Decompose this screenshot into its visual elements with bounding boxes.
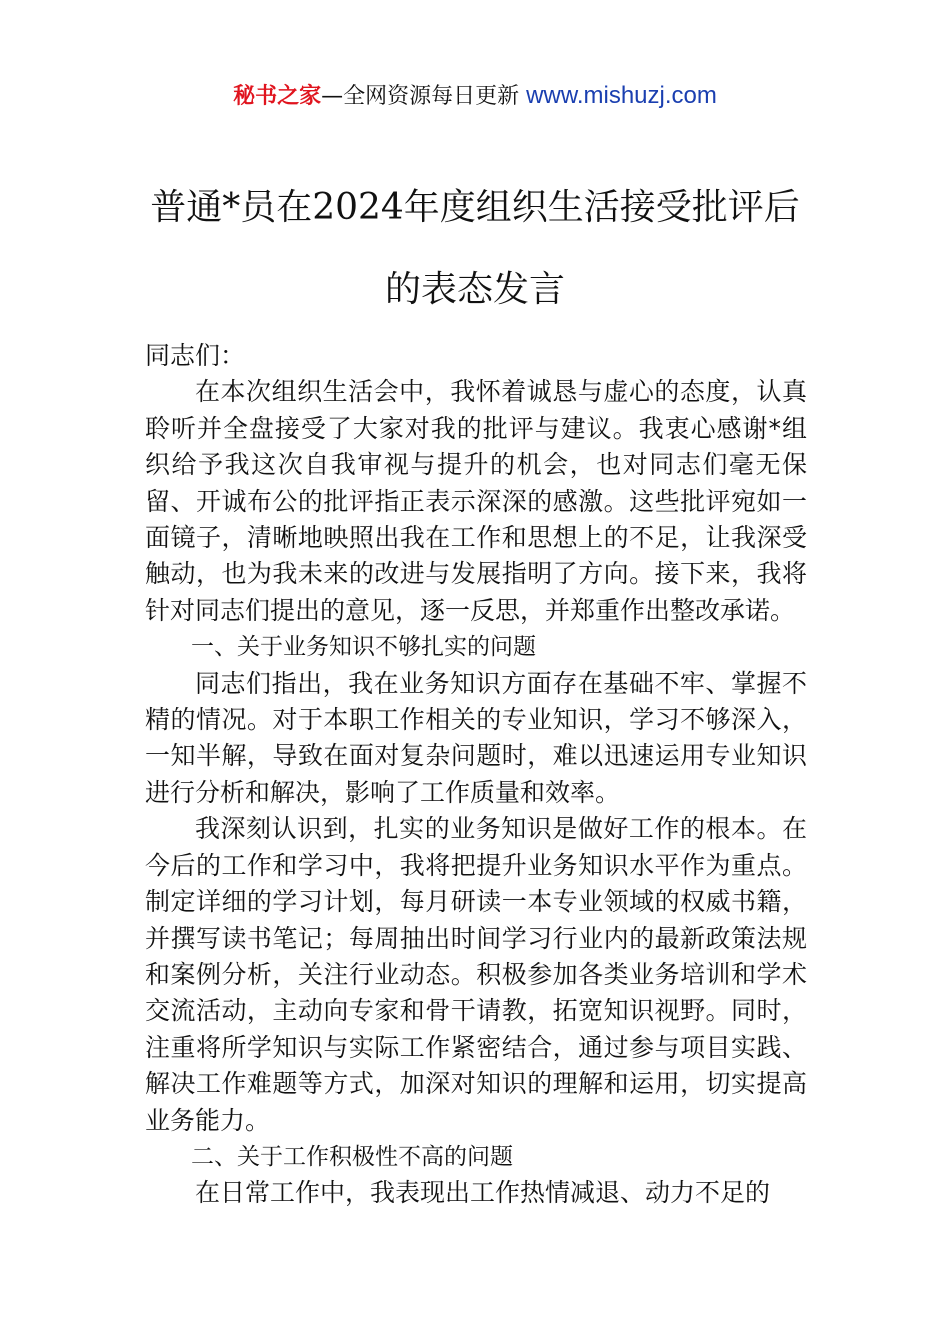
title-line-1: 普通*员在2024年度组织生活接受批评后 <box>150 187 800 229</box>
page-header <box>0 80 950 113</box>
body-paragraph: 我深刻认识到，扎实的业务知识是做好工作的根本。在今后的工作和学习中，我将把提升业务知识水平作为重点。制定详细的学习计划，每月研读一本专业领域的权威书籍，并撰写读书笔记；每周抽出时间学习行业内的最新政策法规和案例分析，关注行业动态。积极参加各类业务培训和学术交流活动，主动向专家和骨干请教，拓宽知识视野。同时，注重将所学知识与实际工作紧密结合，通过参与项目实践、解决工作难题等方式，加深对知识的理解和运用，切实提高业务能力。 <box>145 814 807 1135</box>
header-tagline: —全网资源每日更新 <box>321 84 520 109</box>
document-title <box>60 184 890 348</box>
document-body <box>145 338 807 1212</box>
site-url-link[interactable]: www.mishuzj.com <box>526 82 717 109</box>
salutation: 同志们： <box>145 341 246 370</box>
section-heading-2: 二、关于工作积极性不高的问题 <box>191 1143 513 1170</box>
brand-name: 秘书之家 <box>233 84 322 109</box>
section-heading-1: 一、关于业务知识不够扎实的问题 <box>191 634 536 661</box>
title-line-2: 的表态发言 <box>384 269 565 311</box>
body-paragraph: 在日常工作中，我表现出工作热情减退、动力不足的 <box>195 1178 771 1208</box>
body-paragraph: 在本次组织生活会中，我怀着诚恳与虚心的态度，认真聆听并全盘接受了大家对我的批评与建议。我衷心感谢*组织给予我这次自我审视与提升的机会，也对同志们毫无保留、开诚布公的批评指正表示深深的感激。这些批评宛如一面镜子，清晰地映照出我在工作和思想上的不足，让我深受触动，也为我未来的改进与发展指明了方向。接下来，我将针对同志们提出的意见，逐一反思，并郑重作出整改承诺。 <box>145 377 807 625</box>
body-paragraph: 同志们指出，我在业务知识方面存在基础不牢、掌握不精的情况。对于本职工作相关的专业知识，学习不够深入，一知半解，导致在面对复杂问题时，难以迅速运用专业知识进行分析和解决，影响了工作质量和效率。 <box>145 668 807 807</box>
